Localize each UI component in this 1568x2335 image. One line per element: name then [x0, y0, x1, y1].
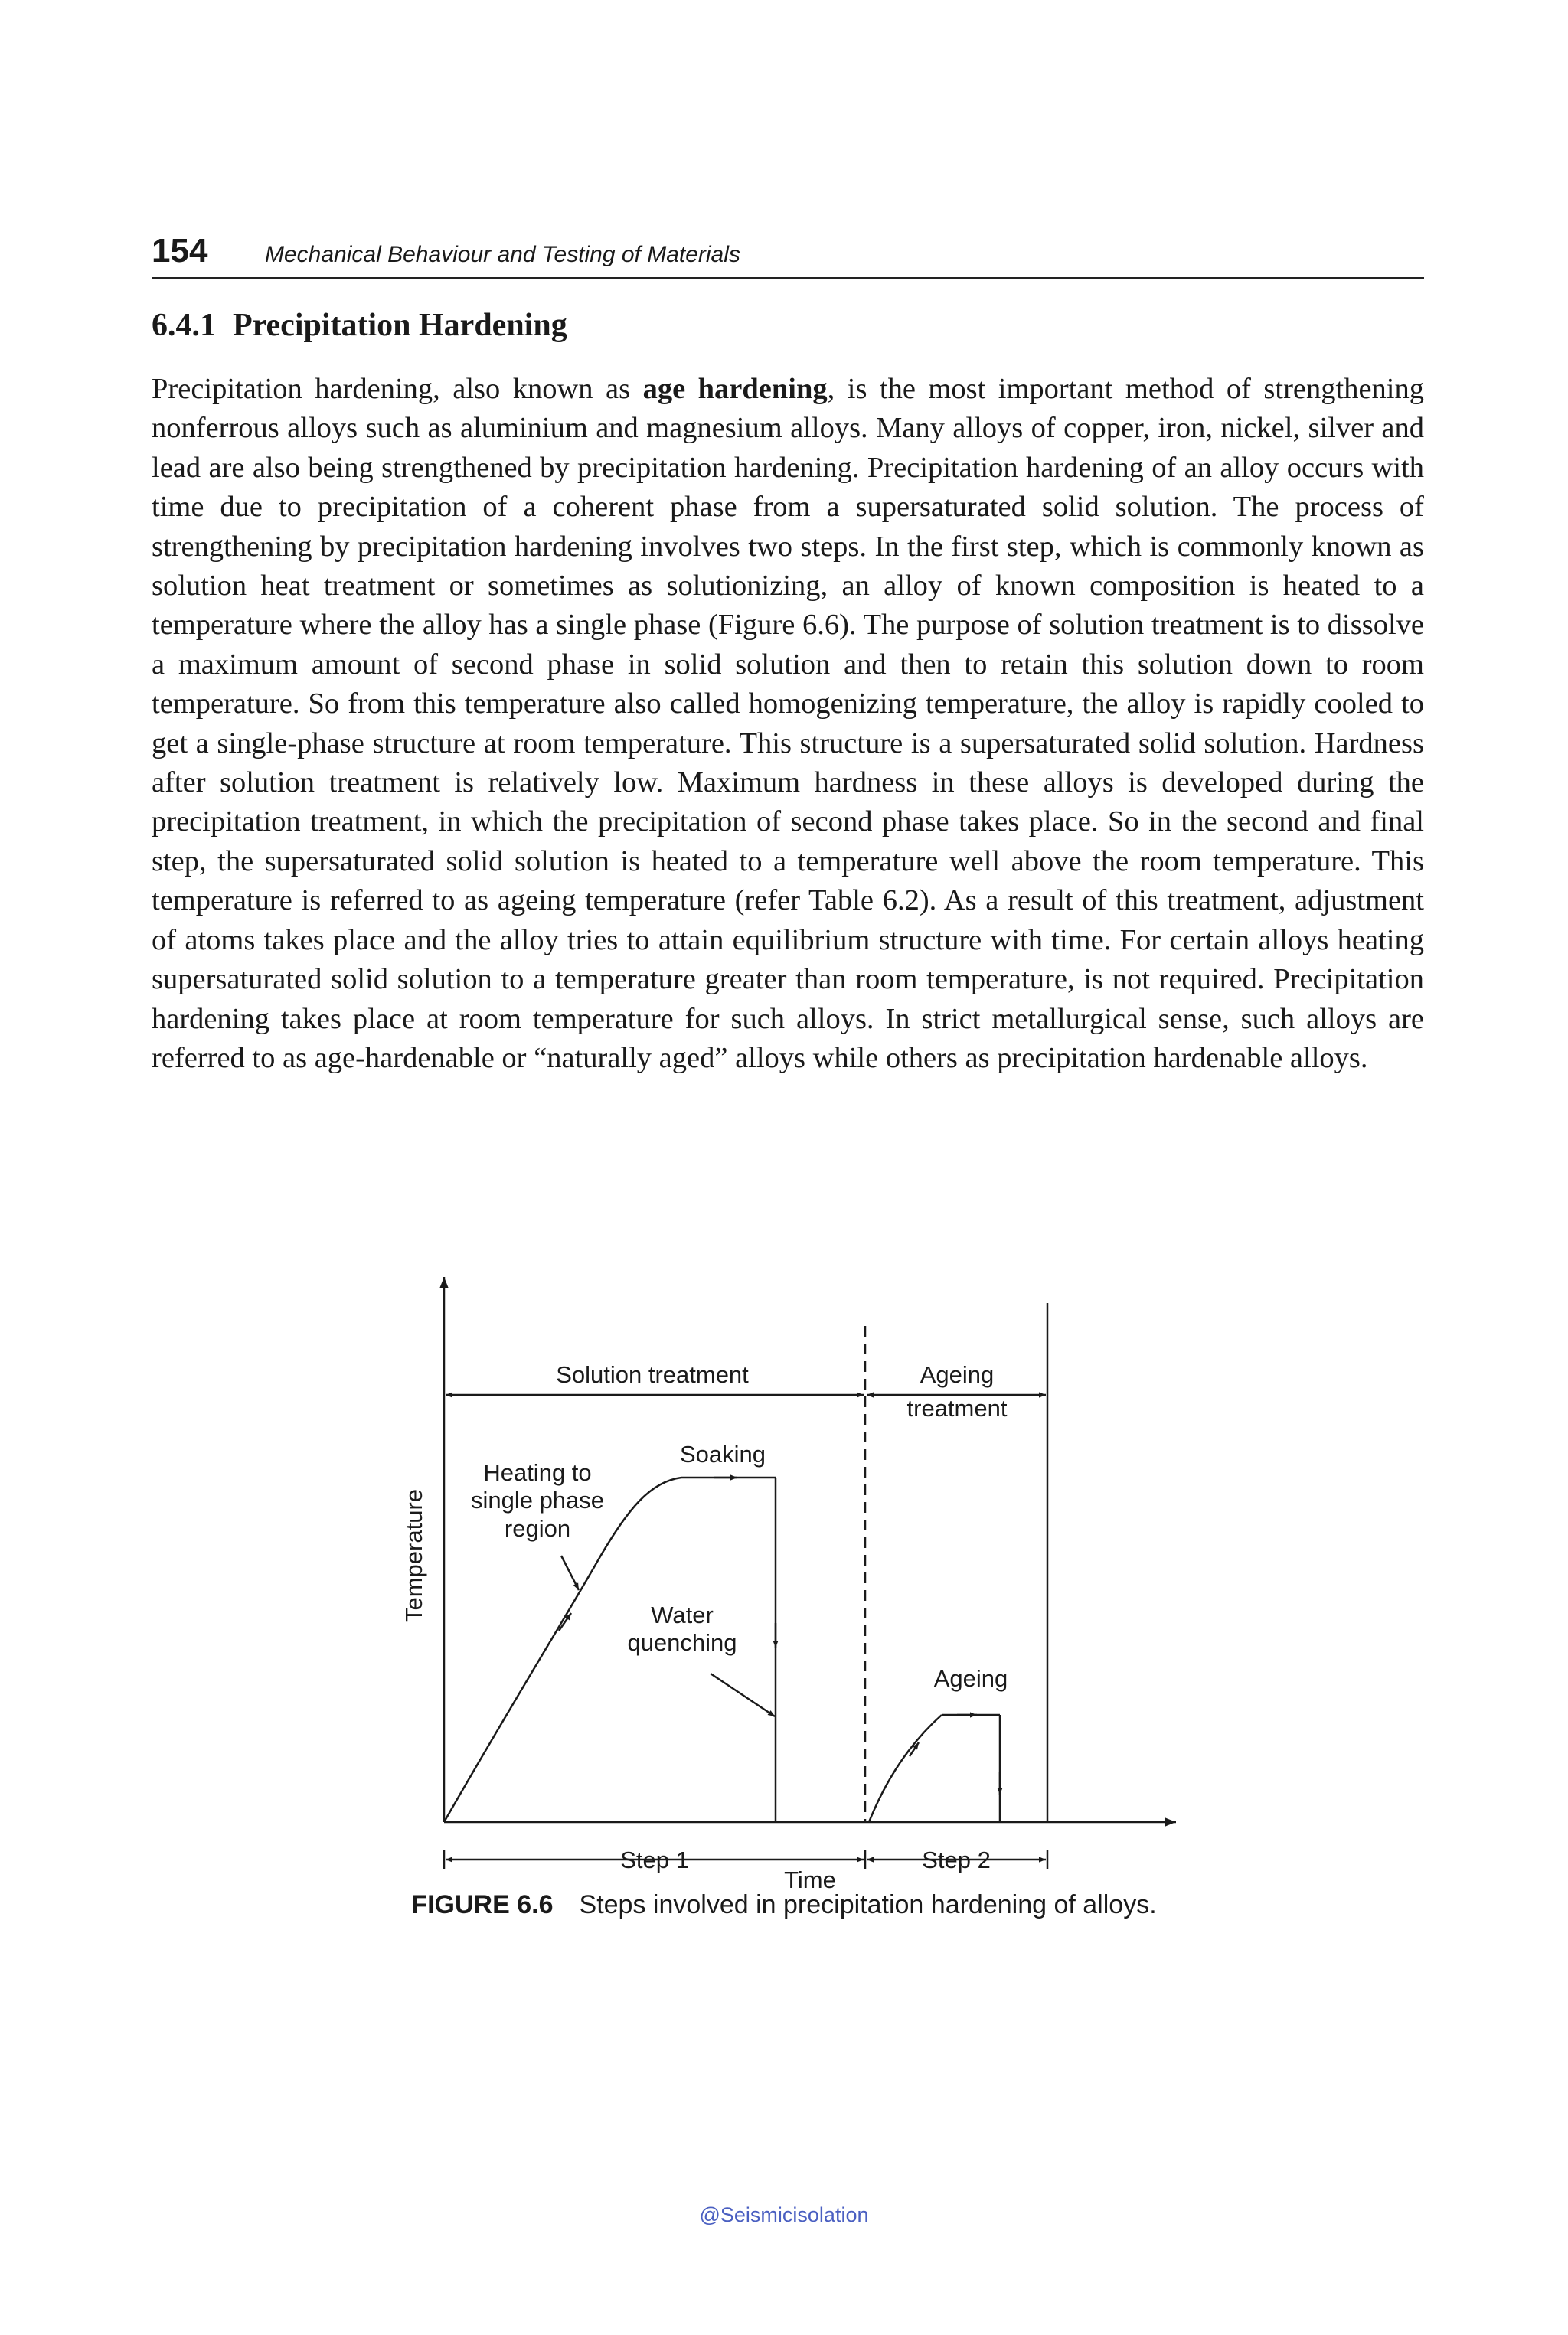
ageing-treatment-label-line2: treatment: [906, 1395, 1008, 1422]
paragraph-bold-term: age hardening: [642, 373, 828, 405]
step2-label: Step 2: [922, 1847, 991, 1873]
paragraph-rest: , is the most important method of strengthening nonferrous alloys such as aluminium and magnesium alloys. Many alloys of copper, iron, nickel, silver and lead are also being strengthened by precipitation hardening. Precipitation hardening of an alloy occurs with time due to precipitation of a coherent phase from a supersaturated solid solution. The process of strengthening by precipitation hardening involves two steps. In the first step, which is commonly known as solution heat treatment or sometimes as solutionizing, an alloy of known composition is heated to a temperature where the alloy has a single phase (Figure 6.6). The purpose of solution treatment is to dissolve a maximum amount of second phase in solid solution and then to retain this solution down to room temperature. So from this temperature also called homogenizing temperature, the alloy is rapidly cooled to get a single-phase structure at room temperature. This structure is a supersaturated solid solution. Hardness after solution treatment is relatively low. Maximum hardness in these alloys is developed during the precipitation treatment, in which the precipitation of second phase takes place. So in the second and final step, the supersaturated solid solution is heated to a temperature well above the room temperature. This temperature is referred to as ageing temperature (refer Table 6.2). As a result of this treatment, adjustment of atoms takes place and the alloy tries to attain equilibrium structure with time. For certain alloys heating supersaturated solid solution to a temperature greater than room temperature, is not required. Precipitation hardening takes place at room temperature for such alloys. In strict metallurgical sense, such alloys are referred to as age-hardenable or “naturally aged” alloys while others as precipitation hardenable alloys.: [152, 373, 1425, 1074]
heating-label-line1: Heating to: [483, 1459, 592, 1486]
page-header: [152, 230, 1424, 279]
water-quenching-label-line2: quenching: [627, 1629, 737, 1656]
figure-6-6: [0, 1256, 1568, 1960]
paragraph-intro: Precipitation hardening, also known as: [152, 373, 643, 405]
section-heading: [152, 306, 567, 345]
soaking-label: Soaking: [679, 1441, 766, 1468]
running-title: Mechanical Behaviour and Testing of Materials: [265, 242, 740, 267]
y-axis-label: Temperature: [400, 1488, 427, 1623]
body-paragraph: [152, 370, 1424, 1078]
heating-label-line2: single phase: [470, 1487, 605, 1514]
heating-label-line3: region: [504, 1515, 571, 1542]
heating-leader: [561, 1556, 579, 1590]
caption-text: Steps involved in precipitation hardening of alloys.: [579, 1890, 1157, 1919]
section-number: 6.4.1: [152, 308, 216, 343]
ageing-label: Ageing: [933, 1665, 1008, 1692]
solution-treatment-label: Solution treatment: [556, 1361, 749, 1388]
x-axis-label: Time: [784, 1866, 836, 1893]
page-number: 154: [152, 232, 208, 269]
ageing-curve: [869, 1715, 942, 1822]
ageing-treatment-label-line1: Ageing: [920, 1361, 995, 1388]
watermark: @Seismicisolation: [699, 2203, 869, 2226]
water-quenching-leader: [710, 1674, 775, 1716]
step1-label: Step 1: [620, 1847, 689, 1873]
section-title: Precipitation Hardening: [233, 308, 567, 343]
figure-caption: [0, 1889, 1568, 1920]
water-quenching-label-line1: Water: [651, 1602, 714, 1628]
precipitation-hardening-diagram: [0, 1256, 1568, 1960]
caption-label: FIGURE 6.6: [411, 1890, 554, 1919]
